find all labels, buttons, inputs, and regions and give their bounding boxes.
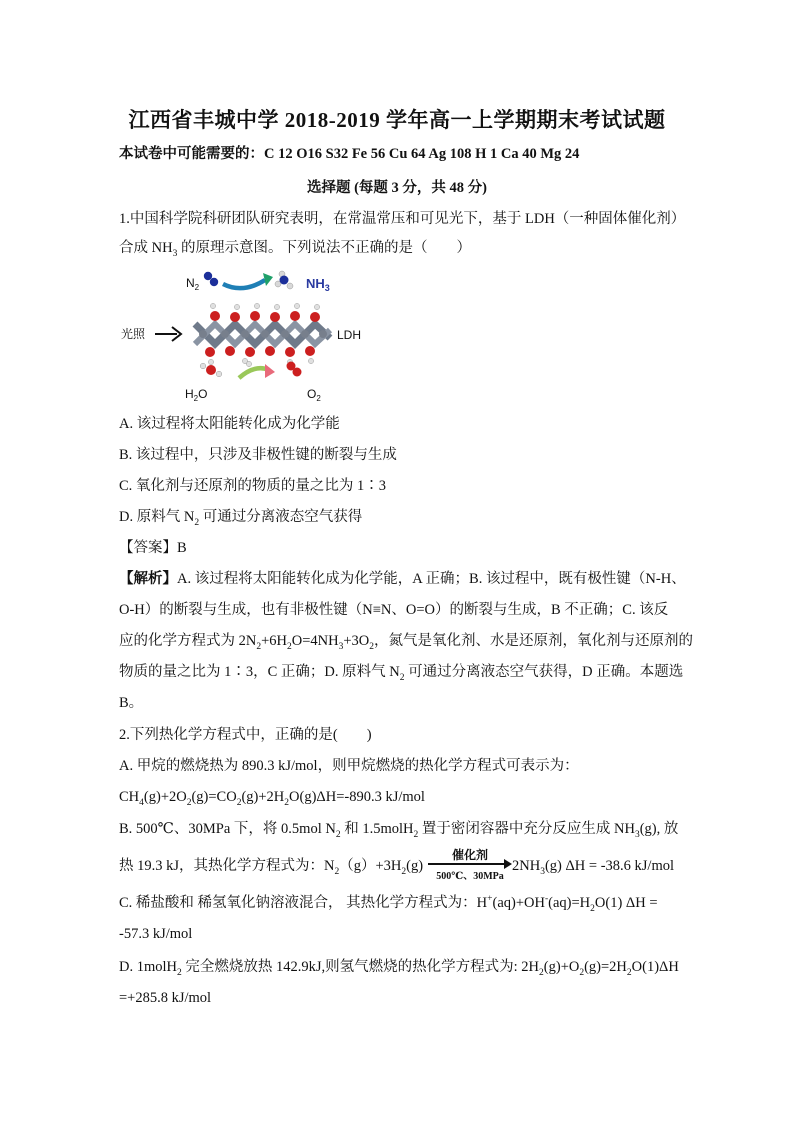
n2-to-nh3-arrow-icon [223, 273, 273, 288]
q1-analysis-line5: B。 [119, 695, 144, 711]
q2-option-c-line1: C. 稀盐酸和 稀氢氧化钠溶液混合， 其热化学方程式为：$H^+(aq)+OH^-(aq)=H_2O(1) \Delta H$ = [119, 894, 658, 914]
o2-molecule-icon [287, 362, 302, 377]
ldh-reaction-diagram [115, 262, 375, 412]
section-heading: 选择题 (每题 3 分，共 48 分) [306, 180, 488, 196]
q2-option-d-line1: D. 1molH$_2$ 完全燃烧放热 142.9kJ,则氢气燃烧的热化学方程式为: $2H_2(g)+O_2(g)=2H_2O(1)\Delta H$ [119, 959, 679, 978]
ldh-layer-icon [195, 303, 330, 366]
q1-option-a: A. 该过程将太阳能转化成为化学能 [119, 416, 340, 432]
q1-option-c: C. 氧化剂与还原剂的物质的量之比为 1∶3 [119, 478, 387, 494]
q2-option-a-line2: $CH_4(g)+2O_2(g)=CO_2(g)+2H_2O(g)\Delta H=-890.3$ kJ/mol [119, 789, 425, 808]
q2-stem: 2.下列热化学方程式中，正确的是( ) [119, 727, 372, 743]
q2-option-b-line2-left: 热 19.3 kJ，其热化学方程式为：$N_2(g)+3H_2(g)$ [119, 858, 424, 877]
h2o-molecule-icon [200, 363, 222, 377]
o2-label: $O_2$ [307, 387, 321, 403]
light-arrow-icon [155, 327, 181, 341]
q1-stem-line2: 合成 $NH_3$ 的原理示意图。下列说法不正确的是（ ） [119, 240, 471, 259]
q1-option-b: B. 该过程中，只涉及非极性键的断裂与生成 [119, 447, 397, 463]
q1-stem-line1: 1.中国科学院科研团队研究表明，在常温常压和可见光下，基于 LDH（一种固体催化剂） [119, 211, 686, 227]
catalyst-conditions: 500℃、30MPa [436, 871, 504, 882]
nh3-label: $NH_3$ [306, 276, 330, 293]
q1-analysis-line4: 物质的量之比为 1∶3，C 正确；D. 原料气 $N_2$ 可通过分离液态空气获得，D 正确。本题选 [119, 664, 684, 683]
nh3-molecule-icon [275, 271, 293, 289]
q1-option-d: D. 原料气 $N_2$ 可通过分离液态空气获得 [119, 509, 363, 528]
ldh-label: LDH [337, 328, 362, 342]
q1-answer: 【答案】B [119, 540, 187, 556]
q2-option-d-line2: =+285.8 kJ/mol [119, 990, 212, 1006]
light-label: 光照 [121, 327, 146, 341]
n2-molecule-icon [204, 272, 218, 286]
q1-analysis-line2: O-H）的断裂与生成，也有非极性键（N≡N、O=O）的断裂与生成，B 不正确；C. 该反 [119, 602, 669, 618]
q2-option-a-line1: A. 甲烷的燃烧热为 890.3 kJ/mol，则甲烷燃烧的热化学方程式可表示为： [119, 758, 579, 774]
reaction-arrow-icon [428, 863, 508, 865]
catalyst-label: 催化剂 [451, 848, 488, 862]
catalyst-arrow [428, 846, 512, 882]
h2o-label: $H_2O$ [185, 387, 208, 403]
q2-option-c-line2: -57.3 kJ/mol [119, 926, 193, 942]
q1-analysis-line3: 应的化学方程式为 $2N_2+6H_2O=4NH_3+3O_2$，氮气是氧化剂、水是还原剂，氧化剂与还原剂的 [119, 633, 694, 652]
q2-option-b-line2-right: $2NH_3(g) \Delta H = -38.6$ kJ/mol [512, 858, 675, 877]
q2-option-b-line1: B. 500℃、30MPa 下，将 0.5mol $N_2$ 和 1.5molH$_2$ 置于密闭容器中充分反应生成 $NH_3(g)$, 放 [119, 821, 679, 840]
page-title: 江西省丰城中学 2018-2019 学年高一上学期期末考试试题 [128, 108, 666, 132]
n2-label: $N_2$ [186, 276, 200, 292]
q1-analysis-line1: 【解析】A. 该过程将太阳能转化成为化学能，A 正确；B. 该过程中，既有极性键（N-H、 [119, 571, 686, 587]
atomic-masses-note: 本试卷中可能需要的：C 12 O16 S32 Fe 56 Cu 64 Ag 108 H 1 Ca 40 Mg 24 [119, 146, 580, 162]
h2o-to-o2-arrow-icon [239, 364, 275, 378]
